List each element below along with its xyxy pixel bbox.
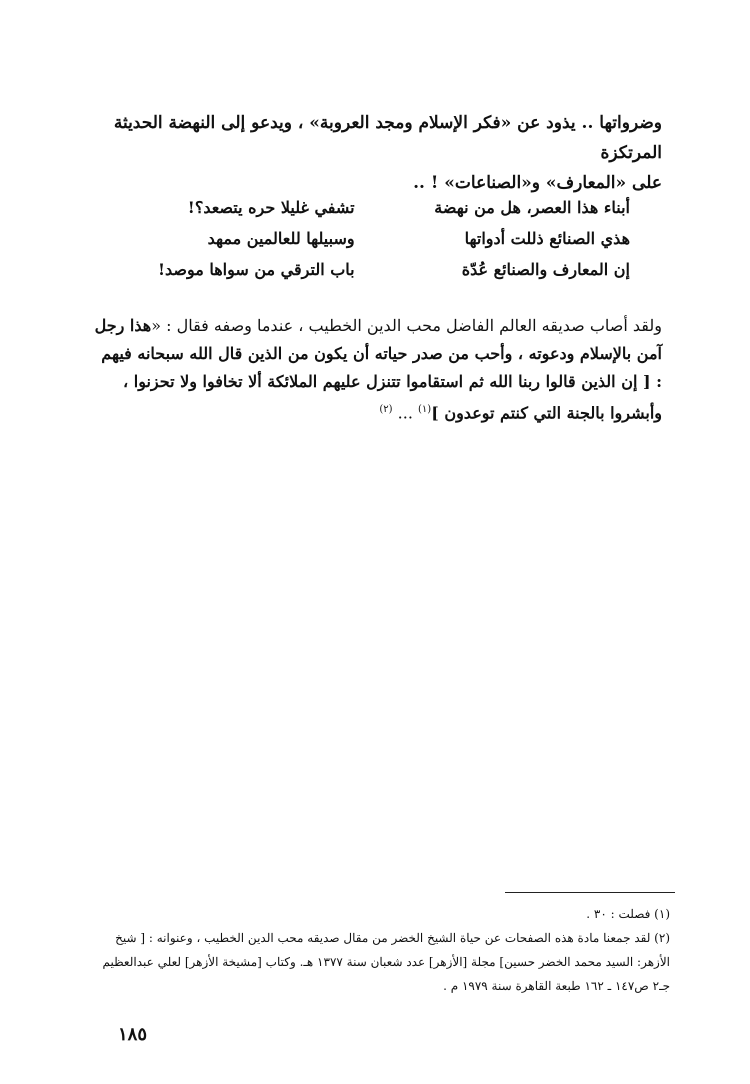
poem-second-hemistich: وسبيلها للعالمين ممهد — [207, 229, 355, 248]
footnote-1: (١) فصلت : ٣٠ . — [586, 907, 670, 921]
poem-first-hemistich: أبناء هذا العصر، هل من نهضة — [434, 198, 630, 217]
poem-first-hemistich: هذي الصنائع ذللت أدواتها — [464, 229, 630, 248]
footnote-separator — [505, 892, 675, 893]
intro-line-2: على «المعارف» و«الصناعات» ! .. — [413, 173, 662, 193]
poem-first-hemistich: إن المعارف والصنائع عُدّة — [461, 260, 630, 279]
intro-line-1: وضرواتها .. يذود عن «فكر الإسلام ومجد العروبة» ، ويدعو إلى النهضة الحديثة المرتكزة — [113, 113, 662, 163]
quote-tail: ... — [397, 403, 418, 423]
poem — [120, 192, 630, 285]
poem-verse — [120, 192, 630, 223]
footnotes — [90, 902, 670, 998]
quote-text: هذا رجل آمن بالإسلام ودعوته ، وأحب من صدر حياته أن يكون من الذين قال الله سبحانه فيهم : [ إن الذين قالوا ربنا الله ثم استقاموا تتنزل عليهم الملائكة ألا تخافوا ولا تحزنوا ، وأبشروا بالجنة التي كنتم توعدون ] — [94, 316, 662, 423]
footnote-2: (٢) لقد جمعنا مادة هذه الصفحات عن حياة الشيخ الخضر من مقال صديقه محب الدين الخطيب ، وعنوانه : [ شيخ الأزهر: السيد محمد الخضر حسين] مجلة [الأزهر] عدد شعبان سنة ١٣٧٧ هـ. وكتاب [مشيخة الأزهر] لعلي عبدالعظيم جـ٢ ص١٤٧ ـ ١٦٢ طبعة القاهرة سنة ١٩٧٩ م . — [102, 931, 670, 993]
poem-second-hemistich: تشفي غليلا حره يتصعد؟! — [187, 198, 355, 217]
poem-verse — [120, 223, 630, 254]
quote-paragraph — [90, 312, 662, 427]
poem-second-hemistich: باب الترقي من سواها موصد! — [157, 260, 355, 279]
poem-verse — [120, 254, 630, 285]
footnote-ref-2[interactable]: (٢) — [379, 404, 393, 415]
quote-intro: ولقد أصاب صديقه العالم الفاضل محب الدين الخطيب ، عندما وصفه فقال : « — [151, 316, 662, 335]
footnote-ref-1[interactable]: (١) — [418, 404, 432, 415]
page-number: ١٨٥ — [118, 1024, 148, 1045]
intro-paragraph — [90, 108, 662, 198]
